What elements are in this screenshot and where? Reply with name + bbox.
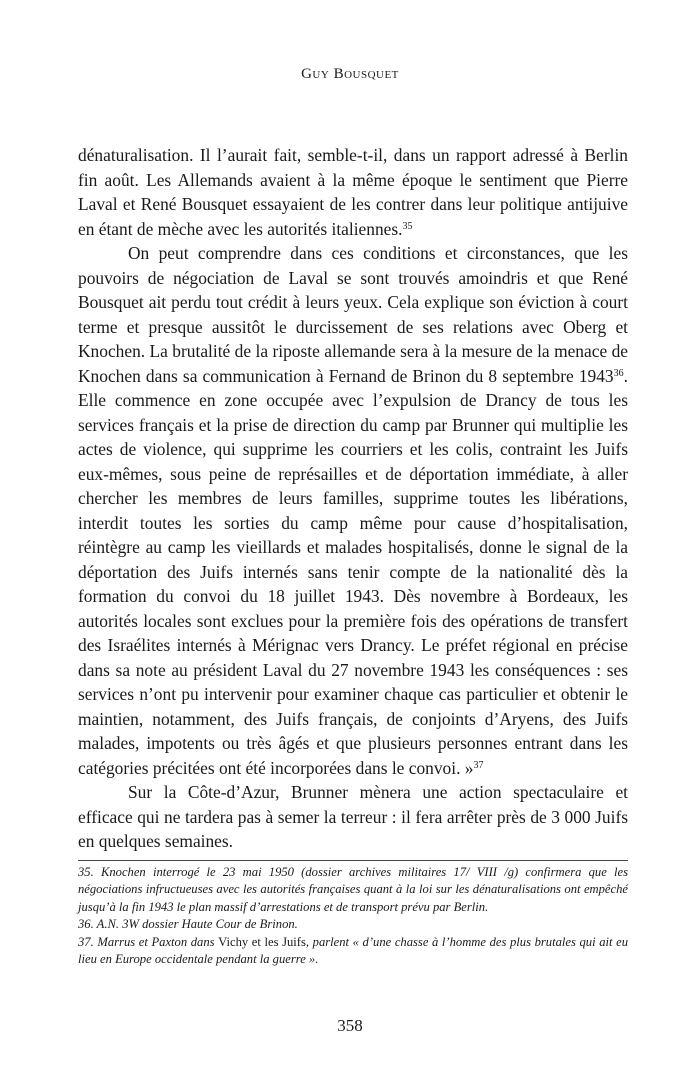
main-text xyxy=(78,143,628,854)
paragraph-text: Sur la Côte-d’Azur, Brunner mènera une action spectaculaire et efficace qui ne tardera pas à semer la terreur : il fera arrêter près de 3 000 Juifs en quelques semaines. xyxy=(78,782,628,851)
footnote-35: 35. Knochen interrogé le 23 mai 1950 (dossier archives militaires 17/ VIII /g) confirmera que les négociations infructueuses avec les autorités françaises quant à la loi sur les dénaturalisations ont empêché jusqu’à la fin 1943 le plan massif d’arrestations et de transport prévu par Berlin. xyxy=(78,865,628,914)
page-number: 358 xyxy=(337,1016,363,1035)
footnote-ref-35[interactable]: 35 xyxy=(402,220,413,232)
footnote-divider xyxy=(78,860,628,861)
footnote-37 xyxy=(78,934,628,969)
footnote-ref-36[interactable]: 36 xyxy=(613,367,624,379)
footnote-text: 37. Marrus et Paxton dans xyxy=(78,934,219,949)
paragraph-2 xyxy=(78,241,628,780)
paragraph-text: On peut comprendre dans ces conditions et circonstances, que les pouvoirs de négociation de Laval se sont trouvés amoindris et que René Bousquet ait perdu tout crédit à leurs yeux. Cela explique son éviction à court terme et presque aussitôt le durcissement de ses relations avec Oberg et Knochen. La brutalité de la riposte allemande sera à la mesure de la menace de Knochen dans sa communication à Fernand de Brinon du 8 septembre 1943 xyxy=(78,243,628,386)
footnote-text: , parlent « d’une chasse à l’homme des plus brutales qui ait eu lieu en Europe occidentale pendant la guerre ». xyxy=(78,934,628,967)
book-title-word: Vichy xyxy=(218,934,249,949)
paragraph-text: dénaturalisation. Il l’aurait fait, semble-t-il, dans un rapport adressé à Berlin fin août. Les Allemands avaient à la même époque le sentiment que Pierre Laval et René Bousquet essayaient de les contrer dans leur politique antijuive en étant de mèche avec les autorités italiennes. xyxy=(78,145,628,239)
running-head: Guy Bousquet xyxy=(301,66,399,82)
paragraph-3 xyxy=(78,780,628,854)
footnote-36: 36. A.N. 3W dossier Haute Cour de Brinon. xyxy=(78,917,298,932)
footnotes xyxy=(78,864,628,968)
book-title-word: Juifs xyxy=(282,934,306,949)
footnote-ref-37[interactable]: 37 xyxy=(473,759,484,771)
paragraph-text: . Elle commence en zone occupée avec l’expulsion de Drancy de tous les services français et la prise de direction du camp par Brunner qui multiplie les actes de violence, qui supprime les courriers et les colis, contraint les Juifs eux-mêmes, sous peine de représailles et de déportation immédiate, à aller chercher les membres de leurs familles, supprime toutes les libérations, interdit toutes les sorties du camp même pour cause d’hospitalisation, réintègre au camp les vieillards et malades hospitalisés, donne le signal de la déportation des Juifs internés sans tenir compte de la nationalité dès la formation du convoi du 18 juillet 1943. Dès novembre à Bordeaux, les autorités locales sont exclues pour la première fois des opérations de transfert des Israélites internés à Mérignac vers Drancy. Le préfet régional en précise dans sa note au président Laval du 27 novembre 1943 les conséquences : ses services n’ont pu intervenir pour examiner chaque cas particulier et obtenir le maintien, notamment, des Juifs français, de conjoints d’Aryens, des Juifs malades, impotents ou très âgés et que plusieurs personnes entrant dans les catégories précitées ont été incorporées dans le convoi. » xyxy=(78,365,628,778)
book-title-word: et les xyxy=(248,934,283,949)
paragraph-1 xyxy=(78,143,628,241)
